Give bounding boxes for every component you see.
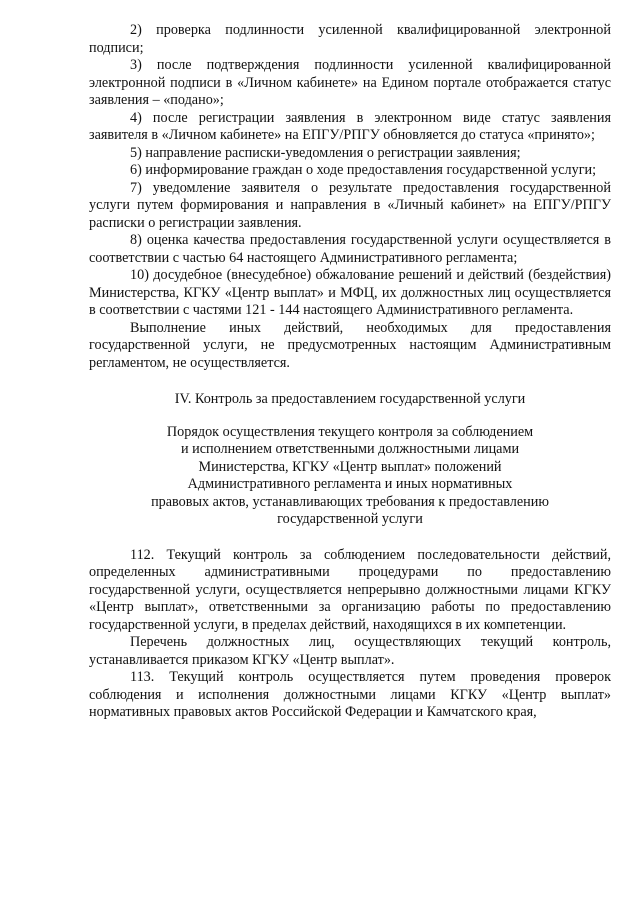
paragraph-other-actions: Выполнение иных действий, необходимых для предоставления государственной услуги, не предусмотренных настоящим Административным регламентом, не осуществляется. [89, 319, 611, 371]
paragraph-item-2: 2) проверка подлинности усиленной квалифицированной электронной подписи; [89, 22, 611, 56]
paragraph-item-3: 3) после подтверждения подлинности усиленной квалифицированной электронной подписи в «Личном кабинете» на Едином портале отображается статус заявления – «подано»; [89, 57, 611, 108]
paragraph-item-6: 6) информирование граждан о ходе предоставления государственной услуги; [130, 162, 597, 178]
paragraph-112: 112. Текущий контроль за соблюдением последовательности действий, определенных административными процедурами по предоставлению государственной услуги, осуществляется непрерывно должностными лицами КГКУ «Центр выплат», ответственными за организацию работы по предоставлению государственной услуги, в пределах действий, находящихся в их компетенции. [89, 546, 611, 633]
spacer [89, 372, 611, 391]
paragraph-officials-list: Перечень должностных лиц, осуществляющих текущий контроль, устанавливается приказом КГКУ «Центр выплат». [89, 634, 611, 668]
paragraph-item-4: 4) после регистрации заявления в электронном виде статус заявления заявителя в «Личном кабинете» на ЕПГУ/РПГУ обновляется до статуса «принято»; [89, 109, 611, 143]
subsection-title: Порядок осуществления текущего контроля за соблюдением и исполнением ответственными должностными лицами Министерства, КГКУ «Центр выплат» положений Административного регламента и иных нормативных правовых актов, устанавливающих требования к предоставлению государственной услуги [151, 423, 549, 527]
paragraph-item-10: 10) досудебное (внесудебное) обжалование решений и действий (бездействия) Министерства, КГКУ «Центр выплат» и МФЦ, их должностных лиц осуществляется в соответствии с частями 121 - 144 настоящего Административного регламента. [89, 267, 611, 318]
spacer [89, 529, 611, 547]
document-page [89, 22, 611, 722]
paragraph-item-7: 7) уведомление заявителя о результате предоставления государственной услуги путем формирования и направления в «Личный кабинет» на ЕПГУ/РПГУ расписки о регистрации заявления. [89, 179, 611, 231]
section-title: IV. Контроль за предоставлением государственной услуги [174, 391, 526, 407]
paragraph-113: 113. Текущий контроль осуществляется путем проведения проверок соблюдения и исполнения должностными лицами КГКУ «Центр выплат» нормативных правовых актов Российской Федерации и Камчатского края, [89, 669, 611, 720]
spacer [89, 409, 611, 424]
paragraph-item-8: 8) оценка качества предоставления государственной услуги осуществляется в соответствии с частью 64 настоящего Административного регламента; [89, 232, 611, 266]
paragraph-item-5: 5) направление расписки-уведомления о регистрации заявления; [130, 144, 521, 161]
